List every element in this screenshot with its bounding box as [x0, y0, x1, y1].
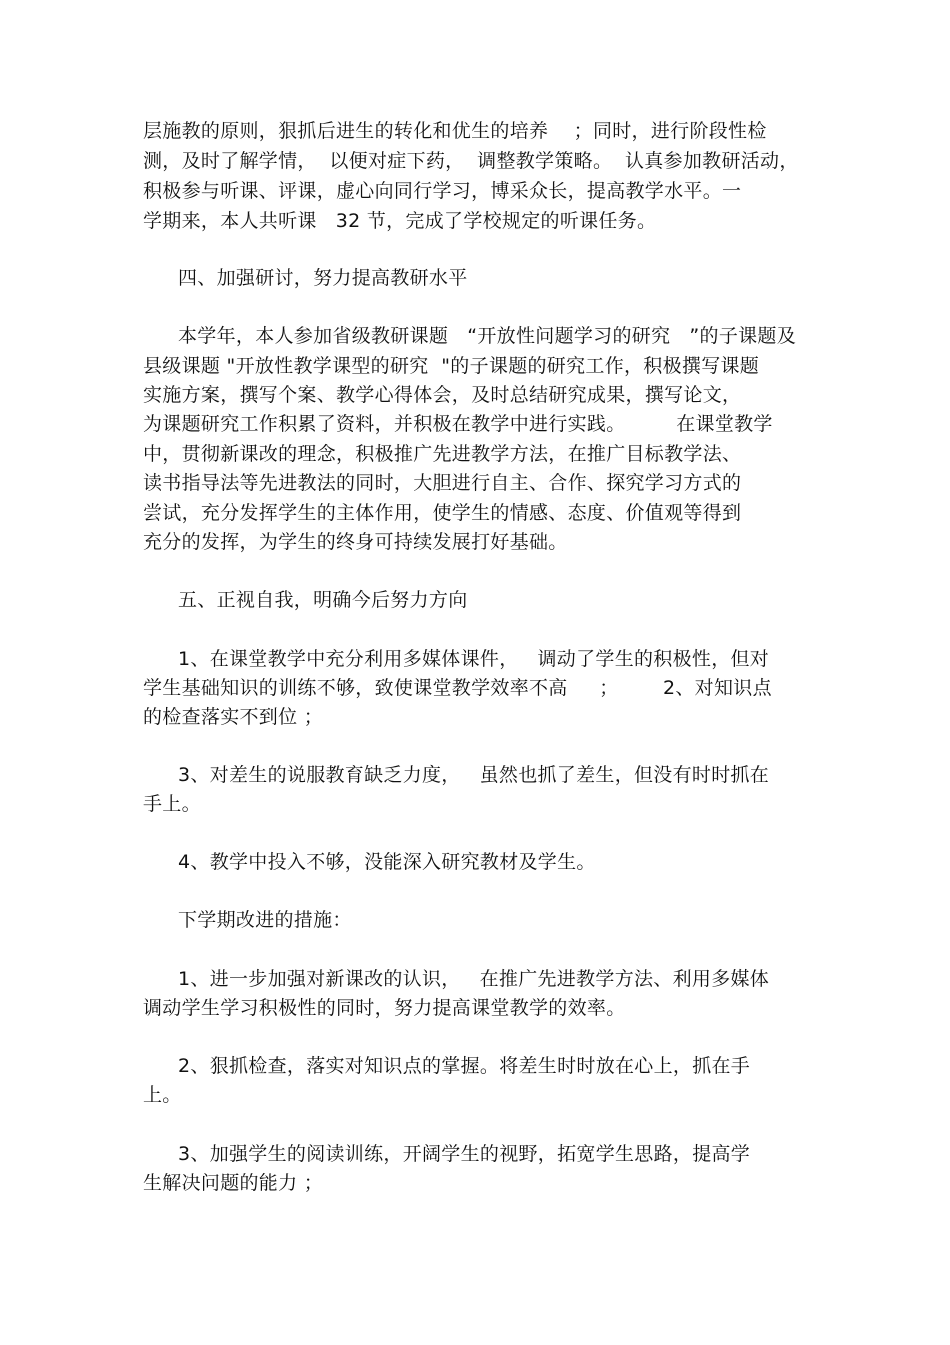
text-line: 1、进一步加强对新课改的认识， 在推广先进教学方法、利用多媒体 [178, 968, 770, 990]
text-line: 充分的发挥，为学生的终身可持续发展打好基础。 [143, 531, 568, 553]
text-line: 的检查落实不到位 ； [143, 706, 324, 728]
text-line: 学生基础知识的训练不够，致使课堂教学效率不高 ； 2、对知识点 [143, 677, 772, 699]
text-line: 生解决问题的能力 ； [143, 1172, 324, 1194]
text-line: 尝试，充分发挥学生的主体作用，使学生的情感、态度、价值观等得到 [143, 502, 742, 524]
text-line: 本学年，本人参加省级教研课题 “开放性问题学习的研究 ”的子课题及 [178, 325, 797, 347]
section-heading: 四、加强研讨，努力提高教研水平 [178, 267, 468, 289]
text-line: 测，及时了解学情， 以便对症下药， 调整教学策略。 认真参加教研活动， [143, 150, 799, 172]
text-line: 1、在课堂教学中充分利用多媒体课件， 调动了学生的积极性，但对 [178, 648, 770, 670]
text-line: 上。 [143, 1084, 182, 1106]
text-line: 调动学生学习积极性的同时，努力提高课堂教学的效率。 [143, 997, 626, 1019]
text-line: 层施教的原则，狠抓后进生的转化和优生的培养 ；同时，进行阶段性检 [143, 120, 767, 142]
text-line: 读书指导法等先进教法的同时，大胆进行自主、合作、探究学习方式的 [143, 472, 742, 494]
text-line: 3、对差生的说服教育缺乏力度， 虽然也抓了差生，但没有时时抓在 [178, 764, 770, 786]
section-heading: 五、正视自我，明确今后努力方向 [178, 589, 468, 611]
text-line: 为课题研究工作积累了资料，并积极在教学中进行实践。 在课堂教学 [143, 413, 773, 435]
text-line: 学期来，本人共听课 32 节，完成了学校规定的听课任务。 [143, 210, 657, 232]
text-line: 中，贯彻新课改的理念，积极推广先进教学方法，在推广目标教学法、 [143, 443, 742, 465]
text-line: 积极参与听课、评课，虚心向同行学习，博采众长，提高教学水平。一 [143, 180, 742, 202]
text-line: 4、教学中投入不够，没能深入研究教材及学生。 [178, 851, 596, 873]
text-line: 手上。 [143, 793, 201, 815]
text-line: 县级课题 "开放性教学课型的研究 "的子课题的研究工作，积极撰写课题 [143, 355, 760, 377]
text-line: 下学期改进的措施： [178, 909, 352, 931]
text-line: 3、加强学生的阅读训练，开阔学生的视野，拓宽学生思路，提高学 [178, 1143, 751, 1165]
text-line: 2、狠抓检查，落实对知识点的掌握。将差生时时放在心上，抓在手 [178, 1055, 751, 1077]
text-line: 实施方案，撰写个案、教学心得体会，及时总结研究成果，撰写论文， [143, 384, 742, 406]
